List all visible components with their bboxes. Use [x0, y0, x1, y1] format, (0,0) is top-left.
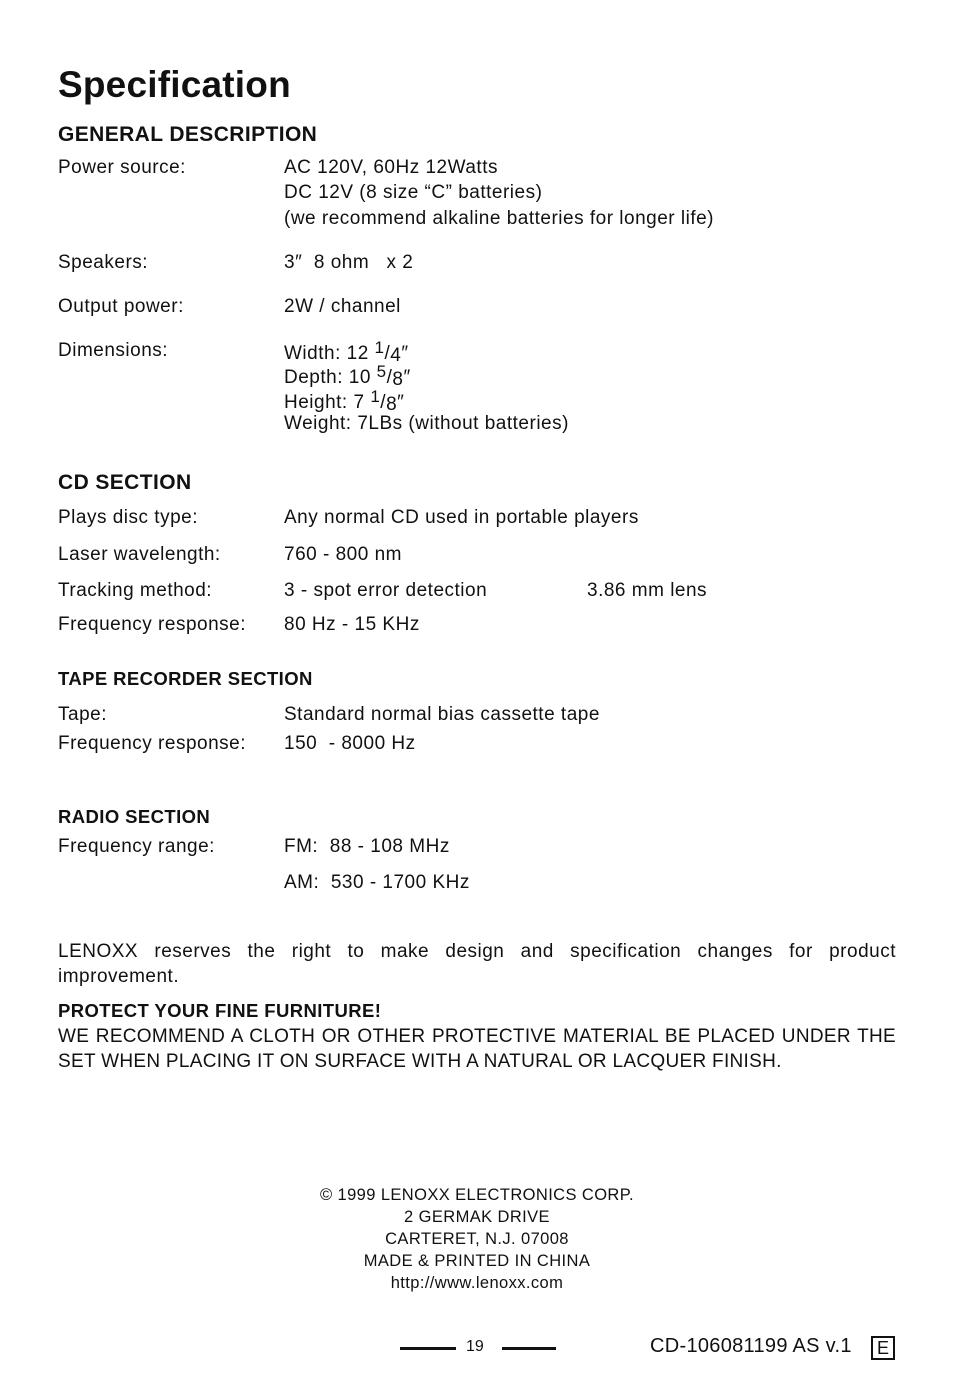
- general-description-heading: GENERAL DESCRIPTION: [58, 123, 318, 146]
- am-range-value: AM: 530 - 1700 KHz: [284, 872, 470, 893]
- speakers-label: Speakers:: [58, 252, 149, 273]
- footer-made-in: MADE & PRINTED IN CHINA: [363, 1252, 591, 1270]
- tape-frequency-response-label: Frequency response:: [58, 733, 246, 754]
- tape-frequency-response-value: 150 - 8000 Hz: [284, 733, 416, 754]
- power-source-line-3: (we recommend alkaline batteries for longer life): [284, 208, 715, 229]
- frequency-range-label: Frequency range:: [58, 836, 215, 857]
- laser-wavelength-label: Laser wavelength:: [58, 544, 221, 565]
- model-number: CD-106081199 AS v.1: [650, 1335, 852, 1357]
- dimension-weight: Weight: 7LBs (without batteries): [284, 413, 569, 434]
- tape-value: Standard normal bias cassette tape: [284, 704, 600, 725]
- tracking-method-value: 3 - spot error detection: [284, 580, 488, 601]
- power-source-line-1: AC 120V, 60Hz 12Watts: [284, 157, 498, 178]
- language-badge: E: [871, 1336, 895, 1360]
- fm-range-value: FM: 88 - 108 MHz: [284, 836, 450, 857]
- page-number: 19: [466, 1338, 484, 1355]
- dimension-height: Height: 7 $^1/_8''$: [284, 387, 405, 415]
- footer-address: [0, 1184, 954, 1294]
- radio-section-heading: RADIO SECTION: [58, 806, 211, 827]
- footer-website: http://www.lenoxx.com: [390, 1274, 564, 1292]
- disc-type-label: Plays disc type:: [58, 507, 198, 528]
- lens-value: 3.86 mm lens: [587, 580, 708, 601]
- footer-city: CARTERET, N.J. 07008: [385, 1230, 569, 1248]
- power-source-label: Power source:: [58, 157, 186, 178]
- speakers-value: 3″ 8 ohm x 2: [284, 252, 414, 273]
- page-number-rule-left: [400, 1347, 456, 1350]
- footer-street: 2 GERMAK DRIVE: [404, 1208, 550, 1226]
- design-change-notice: LENOXX reserves the right to make design and specification changes for product improvement.: [58, 941, 896, 987]
- tape-section-heading: TAPE RECORDER SECTION: [58, 668, 313, 689]
- tape-label: Tape:: [58, 704, 107, 725]
- cd-frequency-response-value: 80 Hz - 15 KHz: [284, 614, 420, 635]
- power-source-line-2: DC 12V (8 size “C” batteries): [284, 182, 543, 203]
- footer-copyright: © 1999 LENOXX ELECTRONICS CORP.: [319, 1186, 635, 1204]
- disc-type-value: Any normal CD used in portable players: [284, 507, 639, 528]
- dimension-width: Width: 12 $^1/_4''$: [284, 338, 409, 366]
- dimensions-label: Dimensions:: [58, 340, 169, 361]
- output-power-value: 2W / channel: [284, 296, 401, 317]
- page-title: Specification: [58, 64, 291, 105]
- output-power-label: Output power:: [58, 296, 184, 317]
- tracking-method-label: Tracking method:: [58, 580, 213, 601]
- protect-furniture-heading: PROTECT YOUR FINE FURNITURE!: [58, 1000, 382, 1021]
- laser-wavelength-value: 760 - 800 nm: [284, 544, 402, 565]
- cd-section-heading: CD SECTION: [58, 471, 192, 494]
- dimension-depth: Depth: 10 $^5/_8''$: [284, 362, 411, 390]
- protect-furniture-text: WE RECOMMEND A CLOTH OR OTHER PROTECTIVE MATERIAL BE PLACED UNDER THE SET WHEN PLACING IT ON SURFACE WITH A NATURAL OR LACQUER FINISH.: [58, 1026, 896, 1072]
- cd-frequency-response-label: Frequency response:: [58, 614, 246, 635]
- page-number-rule-right: [502, 1347, 556, 1350]
